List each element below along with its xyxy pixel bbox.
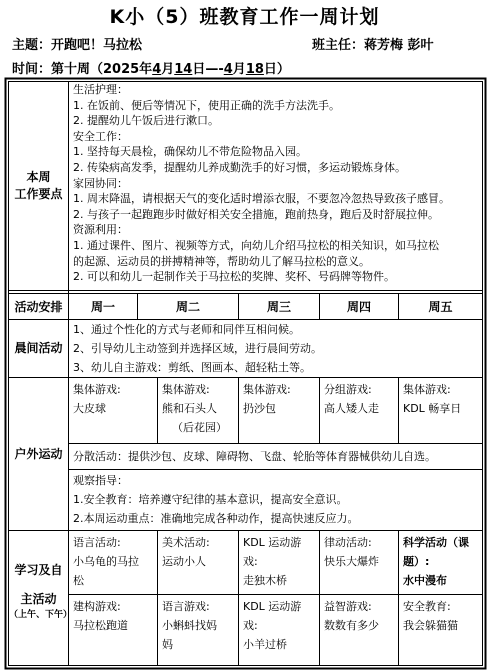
- day-header: 周四: [346, 300, 371, 314]
- outdoor-group-cell: 集体游戏: 扔沙包: [243, 383, 291, 415]
- day-header: 周二: [175, 300, 200, 314]
- day-header: 周五: [428, 300, 453, 314]
- page-title: K小（5）班教育工作一周计划: [109, 6, 380, 28]
- study-cell: 美术活动: 运动小人: [162, 536, 210, 568]
- study-cell: 益智游戏: 数数有多少: [324, 600, 379, 632]
- theme-line: [12, 34, 142, 53]
- day-header: 周三: [266, 300, 291, 314]
- study-cell: 建构游戏: 马拉松跑道: [73, 600, 128, 632]
- study-cell: KDL 运动游 戏: 走独木桥: [243, 536, 302, 587]
- focus-content: 生活护理： 1. 在饭前、便后等情况下，使用正确的洗手方法洗手。 2. 提醒幼儿午饭后进行漱口。 安全工作： 1. 坚持每天晨检，确保幼儿不带危险物品入园。 2. 传染病高发季，提醒幼儿养成勤洗手的好习惯，多运动锻炼身体。 家园协同： 1. 周末降温，请根据天气的变化适时增添衣服，不要忽冷忽热导致孩子感冒。 2. 与孩子一起跑跑步时做好相关安全措施，跑前热身，跑后及时舒展拉伸。 资源利用： 1. 通过课件、图片、视频等方式，向幼儿介绍马拉松的相关知识，如马拉松 的起源、运动员的拼搏精神等，帮助幼儿了解马拉松的意义。 2. 可以和幼儿一起制作关于马拉松的奖牌、奖杯、号码牌等物件。: [73, 83, 450, 284]
- time-line: [12, 58, 290, 77]
- theme-value: 开跑吧！马拉松: [51, 38, 143, 53]
- day-header: 周一: [90, 300, 115, 314]
- schedule-label: 活动安排: [14, 300, 63, 314]
- study-cell: KDL 运动游 戏: 小羊过桥: [243, 600, 302, 651]
- outdoor-group-cell: 集体游戏: 熊和石头人 （后花园）: [162, 383, 227, 434]
- outdoor-group-cell: 集体游戏: KDL 畅享日: [403, 383, 462, 415]
- time-label: 时间：第十周（2025年: [12, 62, 153, 77]
- focus-label: 本周 工作要点: [14, 170, 63, 201]
- time-month-word-2: 月: [232, 62, 246, 77]
- study-cell: 安全教育: 我会躲猫猫: [403, 600, 458, 632]
- time-month-word: 月: [161, 62, 175, 77]
- study-cell: 律动活动: 快乐大爆炸: [324, 536, 379, 568]
- study-label: 学习及自 主活动 （上午、下午）: [9, 563, 73, 620]
- outdoor-group-cell: 集体游戏: 大皮球: [73, 383, 121, 415]
- outdoor-guide: 观察指导： 1.安全教育：培养遵守纪律的基本意识，提高安全意识。 2.本周运动重点：准确地完成各种动作，提高快速反应力。: [73, 474, 359, 525]
- study-cell: 科学活动（课 题）: 水中漫布: [403, 536, 469, 587]
- theme-label: 主题：: [12, 38, 52, 53]
- morning-label: 晨间活动: [14, 341, 63, 355]
- time-mid: 日—-: [192, 62, 224, 77]
- outdoor-scatter: 分散活动：提供沙包、皮球、障碍物、飞盘、轮胎等体育器械供幼儿自选。: [73, 450, 436, 463]
- outdoor-group-cell: 分组游戏: 高人矮人走: [324, 383, 379, 415]
- time-month-end: 4: [223, 62, 233, 77]
- time-day-end: 18: [245, 62, 264, 77]
- morning-content: 1、通过个性化的方式与老师和同伴互相问候。 2、引导幼儿主动签到并选择区域，进行晨间劳动。 3、幼儿自主游戏：剪纸、图画本、超轻粘土等。: [73, 323, 322, 374]
- outdoor-label: 户外运动: [14, 447, 63, 461]
- time-end: 日）: [263, 62, 290, 77]
- teacher-value: 蒋芳梅 彭叶: [364, 38, 434, 53]
- study-cell: 语言活动: 小乌龟的马拉 松: [73, 536, 139, 587]
- time-month-start: 4: [152, 62, 162, 77]
- study-cell: 语言游戏: 小蝌蚪找妈 妈: [162, 600, 217, 651]
- teacher-line: [312, 34, 434, 53]
- teacher-label: 班主任：: [312, 38, 365, 53]
- time-day-start: 14: [174, 62, 193, 77]
